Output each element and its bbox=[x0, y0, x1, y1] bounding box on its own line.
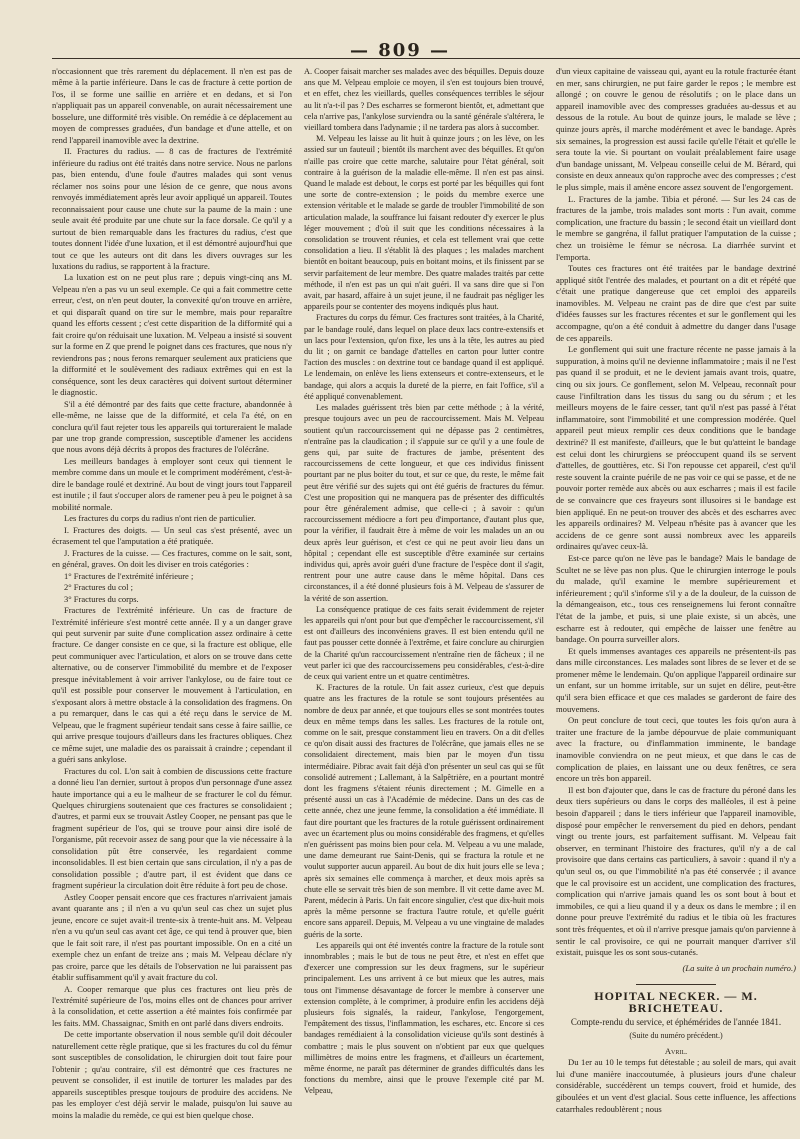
paragraph: Est-ce parce qu'on ne lève pas le bandage? Mais le bandage de Scultet ne se lève pas non plus. Que le chirurgien interroge le pouls du malade, qu'il examine le membre supérieurement et inférieurement ; qu'il s'informe s'il y a de la douleur, de la cuisson de la démangeaison, etc., tous ces renseignemens lui feront connaître l'état de la jambe, et puis, si une plaie existe, si un abcès, une escharre est à redouter, qui empêche de laisser une fenêtre au bandage. On pourra surveiller alors. bbox=[556, 552, 796, 645]
paragraph: Les malades guérissent très bien par cette méthode ; à la vérité, presque toujours avec un peu de raccourcissement. Mais M. Velpeau soutient qu'un raccourcissement qui ne dépasse pas 2 centimètres, n'entraîne pas la claudication ; il s'appuie sur ce qu'il y a une foule de gens qui, par suite de fractures de jambe, présentent des raccourcissemens de cette longueur, et que ces individus finissent pourtant par ne plus boiter du tout, et sur ce que, du reste, le même fait peut être vérifié sur des sujets qui ont été guéris de fractures du fémur. C'est une proposition qui ne manquera pas de présenter des difficultés pour être généralement admise, que celle-ci ; à savoir : qu'un raccourcissement médiocre a fort peu d'importance, d'autant plus que, pour la vérifier, il faudrait être à même de voir les malades un an ou deux après leur guérison, et c'est ce qui ne peut avoir lieu dans un hôpital ; cependant elle est susceptible d'être examinée sur certains individus qui, après avoir guéri d'une fracture de l'espèce dont il s'agit, rentrent pour une autre cause dans le même hôpital. Dans ces circonstances, il a été donné plusieurs fois à M. Velpeau de s'assurer de la vérité de son assertion. bbox=[304, 403, 544, 603]
column-3 bbox=[556, 66, 796, 1115]
paragraph: Du 1er au 10 le temps fut détestable ; au soleil de mars, qui avait lui d'une manière inaccoutumée, à plusieurs jours d'une chaleur considérable, succédèrent un temps couvert, froid et humide, des giboulées et un vent d'est glacial. Sous cette influence, les affections catarrhales redoublèrent ; nous bbox=[556, 1057, 796, 1114]
paragraph: Astley Cooper pensait encore que ces fractures n'arrivaient jamais avant quarante ans ; il n'en a vu qu'un seul cas chez un sujet plus jeune, encore ce sujet avait-il trente-six à trente-huit ans. M. Velpeau n'en a vu qu'un seul cas avant cet âge, ce qui tend à prouver que, bien que le fait soit rare, il n'est pas pourtant impossible. On en a cité un exemple chez un enfant de treize ans ; mais M. Velpeau déclare n'y pas croire, parce que les détails de l'observation ne lui paraissent pas établir suffisamment qu'il y avait fracture du col. bbox=[52, 891, 292, 983]
column-2 bbox=[304, 66, 544, 1097]
paragraph: Le gonflement qui suit une fracture récente ne passe jamais à la suppuration, à moins qu'il ne devienne inflammatoire ; mais il ne l'est pas quand il se produit, et ne le devient jamais avant trois, quatre, cinq ou six jours. Ce gonflement, selon M. Velpeau, reconnaît pour cause l'infiltration dans les tissus du sang ou du sérum ; et les meilleurs moyens de le faire cesser, tant qu'il n'est pas passé à l'état inflammatoire, sont l'immobilité et une compression modérée. Quel appareil peut mieux remplir ces deux conditions que le bandage dextriné? Il est manifeste, d'ailleurs, que le but qu'atteint le bandage est celui dont les chirurgiens se préoccupent quand ils se servent d'attelles, de gouttières, etc. Si l'on repousse cet appareil, c'est qu'il reste souvent la crainte puérile de ne pas voir ce qui se passe, et de ne pouvoir porter remède aux abcès ou aux escharres ; mais il est facile de se convaincre que ces frayeurs sont illusoires si le bandage est bien appliqué. En ne peut-on trouver des abcès et des escharres avec les appareils ordinaires? M. Velpeau n'hésite pas à avancer que les accidens de ce genre sont aussi nombreux avec les appareils ordinaires qu'avec ceux-là. bbox=[556, 344, 796, 552]
paragraph: La conséquence pratique de ces faits serait évidemment de rejeter les appareils qui n'ont pour but que d'empêcher le raccourcissement, s'il est ont d'ailleurs des inconvéniens graves. Il est bien entendu qu'il ne faut pas pousser cette donnée à l'extrême, et faire conclure au chirurgien de la Charité qu'un raccourcissement n'entraîne rien de fâcheux ; il ne veut parler ici que des raccourcissemens peu considérables, c'est-à-dire de ceux qui varient entre un et quatre centimètres. bbox=[304, 604, 544, 681]
paragraph: Et quels immenses avantages ces appareils ne présentent-ils pas dans mille circonstances. Les malades sont libres de se lever et de se promener même le lendemain. Qu'on applique l'appareil ordinaire sur un enfant, sur un homme irritable, sur un sujet en délire, peut-être qu'il sera bien efficace et que ces malades se garderont de faire des mouvemens. bbox=[556, 645, 796, 714]
header-rule bbox=[52, 58, 800, 59]
page-number: — 809 — bbox=[349, 40, 451, 61]
paragraph: S'il a été démontré par des faits que cette fracture, abandonnée à elle-même, ne laisse que de la difformité, et cela l'a été, on en conclura qu'il faut rejeter tous les appareils qui tortureraient le malade par une trop grande compression, susceptible d'amener les accidens que nous avons déjà décrits à propos des fractures de l'olécrâne. bbox=[52, 398, 292, 455]
hospital-author: — M. BRICHETEAU. bbox=[628, 989, 758, 1015]
column-1 bbox=[52, 66, 292, 1121]
paragraph: M. Velpeau les laisse au lit huit à quinze jours ; on les lève, on les assied sur un fauteuil ; bientôt ils marchent avec des béquilles. Et qu'on n'aille pas croire que cette marche, salutaire pour l'état général, soit contraire à la guérison de la maladie elle-même. Il n'en est pas ainsi. Quand le malade est debout, le corps est porté par les béquilles qui font une sorte de contre-extension ; le poids du membre exerce une extension véritable et le malade se garde de troubler l'immobilité de son articulation malade, la souffrance lui faisant redouter d'y exercer le plus léger mouvement ; d'où il suit que les conditions nécessaires à la consolidation se trouvent réunies, et cela est tellement vrai que cette consolidation a lieu. Il s'établit là des plaques ; les malades marchent bientôt en boitant beaucoup, puis en boitant moins, et ils finissent par se servir parfaitement de leur membre. Des quatre malades traités par cette méthode, il n'en est pas un qui n'ait guéri. Il va sans dire que si l'on avait, par hasard, affaire à un sujet jeune, il ne faudrait pas négliger les appareils pour se contenter des moyens indiqués plus haut. bbox=[304, 134, 544, 312]
paragraph: La luxation est on ne peut plus rare ; depuis vingt-cinq ans M. Velpeau n'en a pas vu un seul exemple. Ce qui a fait commettre cette erreur, c'est, on n'en peut douter, la convexité qu'on trouve en arrière, et qui disparaît quand on tire sur le membre, mais pour reparaître quand les efforts cessent ; c'est cette disparition de la difformité qui a fait croire qu'on réduisait une luxation. M. Velpeau a insisté si souvent sur la forme en Z que prend le poignet dans ces fractures, que nous n'y reviendrons pas ; nous ferons remarquer seulement aux praticiens que la difformité et le soulèvement des radiaux extrêmes qui en est la conséquence, sont les deux caractères qui doivent surtout déterminer le diagnostic. bbox=[52, 272, 292, 398]
suite-note: (Suite du numéro précédent.) bbox=[629, 1031, 723, 1041]
continued-note: (La suite à un prochain numéro.) bbox=[682, 962, 796, 973]
paragraph: 1° Fractures de l'extrémité inférieure ; bbox=[64, 570, 194, 581]
paragraph: 3° Fractures du corps. bbox=[64, 593, 139, 604]
paragraph: Les appareils qui ont été inventés contre la fracture de la rotule sont innombrables ; mais le but de tous ne peut être, et n'est en effet que d'exercer une compression sur les deux fragmens, sur le supérieur principalement. Les uns arrivent à ce but mieux que les autres, mais tous ont l'immense désavantage de forcer le membre à conserver une extension complète, à le comprimer, à produire enfin les accidens déjà plusieurs fois signalés, la raideur, l'ankylose, l'engorgement, l'empâtement des tissus, l'inflammation, les eschares, etc. Encore si ces bandages remédiaient à la consolidation vicieuse qu'ils sont destinés à combattre ; mais le plus souvent on n'obtient par eux que quelques millimètres de moins entre les fragmens, et d'ailleurs un écartement, même énorme, ne paraît pas déterminer de grandes difficultés dans les fonctions du membre, ainsi que le prouve l'exemple cité par M. Velpeau, bbox=[304, 940, 544, 1096]
paragraph: d'un vieux capitaine de vaisseau qui, ayant eu la rotule fracturée étant en mer, sans chirurgien, ne put faire garder le repos ; le membre est allongé ; on couvre le genou de résolutifs ; on le place dans un appareil inamovible avec des compresses graduées au-dessus et au dessous de la rotule. Au bout de quinze jours, le malade se lève ; quinze jours après, il marche modérément et avec le bandage. Après six semaines, la progression est aussi facile qu'elle l'était et qu'elle le sera toute la vie. Si pourtant on voulait préalablement faire usage d'un bandage unissant, M. Velpeau conseille celui de M. Bérard, qui consiste en deux anneaux qu'on rapproche avec des compresses ; c'est le plus simple, mais il amène encore assez souvent de l'engorgement. bbox=[556, 66, 796, 192]
paragraph: Fractures du corps du fémur. Ces fractures sont traitées, à la Charité, par le bandage roulé, dans lequel on place deux lacs contre-extensifs et un lacs pour l'extension, qu'on fixe, les uns à la tête, les autres au pied du lit ; on garnit ce bandage d'attelles en carton pour lutter contre l'action des muscles : on dextrine tout ce bandage quand il est appliqué. Le lendemain, on enlève les liens extenseurs et contre-extenseurs, et le bandage, qui alors a acquis la dureté de la pierre, en fait l'office, s'il a été appliqué convenablement. bbox=[304, 313, 544, 401]
paragraph: Fractures du col. L'on sait à combien de discussions cette fracture a donné lieu l'an dernier, surtout à propos d'un personnage d'une assez haute importance qui a eu le malheur de se fracturer le col du fémur. Quelques chirurgiens soutenaient que ces fractures se consolidaient ; d'autres, et parmi eux se trouvait Astley Cooper, ne pensant pas que le fragment supérieur de l'os, qui se trouve pour ainsi dire isolé de l'organisme, pût recevoir assez de sang pour que la vie nécessaire à la consolidation pût être conservée, les regardaient comme inconsolidables. Il est bien certain que sans circulation, il n'y a pas de consolidation possible ; d'autre part, il est évident que dans ce fragment supérieur la circulation doit être réduite à fort peu de chose. bbox=[52, 765, 292, 891]
paragraph: Les fractures du corps du radius n'ont rien de particulier. bbox=[64, 513, 256, 524]
paragraph: L. Fractures de la jambe. Tibia et péroné. — Sur les 24 cas de fractures de la jambe, trois malades sont morts : l'un avait, comme complication, une fracture du bassin ; le second était un vieillard dont le membre se gangréna, il fallut pratiquer l'amputation de la cuisse ; chez un troisième le fémur se nécrosa. La diarrhée survint et l'emporta. bbox=[556, 193, 796, 262]
paragraph: Fractures de l'extrémité inférieure. Un cas de fracture de l'extrémité inférieure s'est montré cette année. Il y a un danger grave qui peut survenir par suite d'une complication assez ordinaire à cette fracture. Ce danger consiste en ce que, si la fracture est oblique, elle peut communiquer avec l'articulation, et alors on se trouve dans cette alternative, ou de conserver l'immobilité du membre et de l'exposer presque inévitablement à voir arriver l'ankylose, ou de faire tout ce qu'il est possible pour conserver le mouvement à l'articulation, en s'exposant alors à mettre obstacle à la consolidation des fragmens. On a pu remarquer, dans le cas qui a été reçu dans le service de M. Velpeau, que le fragment supérieur tendait sans cesse à faire saillie, ce qui arrive presque toujours d'ailleurs dans les fractures obliques. Chez ce même sujet, une maladie des os paraissait à craindre ; cependant il a guéri sans ankylose. bbox=[52, 605, 292, 765]
paragraph: Il est bon d'ajouter que, dans le cas de fracture du péroné dans les deux tiers supérieurs ou dans le corps des malléoles, il est à peine besoin d'appareil ; dans le tiers inférieur que l'appareil inamovible, disposé pour empêcher le renversement du pied en dehors, pendant vingt ou trente jours, est parfaitement suffisant. M. Velpeau fait observer, en terminant l'histoire des fractures, qu'il n'y a de cal provisoire que dans certains cas particuliers, à savoir : quand il n'y a qu'un seul os, ou que l'immobilité n'a pas été conservée ; il avance que le cal provisoire est un accident, une complication des fractures, complication qui n'arrive jamais quand les os sont bout à bout et immobiles, ce qui a lieu quand il y a deux os dans le membre ; il en donne pour preuve l'extrémité du radius et le tibia où les fractures sont très fréquentes, et où il n'arrive presque jamais qu'on parvienne à sentir le cal provisoire, ce qui ne pourrait manquer d'arriver s'il existait, puisque les os sont sous-cutanés. bbox=[556, 784, 796, 958]
paragraph: n'occasionnent que très rarement du déplacement. Il n'en est pas de même à la partie inférieure. Dans le cas de fracture à cette portion de l'os, il se forme une saillie en arrière et en dedans, et si l'on n'appliquait pas un appareil convenable, on aurait nécessairement une bosselure, une difformité très visible. On remédie à ce déplacement au moyen de compresses graduées, d'un bandage et d'une attelle, et on rend l'appareil inamovible avec la dextrine. bbox=[52, 66, 292, 145]
paragraph: A. Cooper faisait marcher ses malades avec des béquilles. Depuis douze ans que M. Velpeau emploie ce moyen, il s'en est toujours bien trouvé, et en effet, chez les vieillards, quelles conséquences terribles le séjour au lit n'a-t-il pas ? Des escharres se formeront bientôt, et, admettant que cela n'arrive pas, l'ankylose surviendra ou la santé générale s'altérera, le vieillard tombera dans l'adynamie ; il ne tardera pas alors à succomber. bbox=[304, 67, 544, 133]
paragraph: 2° Fractures du col ; bbox=[64, 582, 134, 593]
paragraph: A. Cooper remarque que plus ces fractures ont lieu près de l'extrémité supérieure de l'os, moins elles ont de chances pour arriver à la consolidation, et cette assertion a été maintes fois confirmée par les faits. MM. Chassaignac, Smith en ont parlé dans divers endroits. bbox=[52, 983, 292, 1028]
hospital-heading bbox=[556, 991, 796, 1014]
month-heading: Avril. bbox=[664, 1045, 688, 1056]
paragraph: De cette importante observation il nous semble qu'il doit découler naturellement cette règle pratique, que si les fractures du col du fémur sont susceptibles de consolidation, le chirurgien doit tout faire pour l'obtenir ; qu'au contraire, s'il est démontré que ces fractures ne peuvent se consolider, il est inutile de torturer les malades par des appareils susceptibles presque toujours de produire des accidens. Ne pas les employer c'est déjà servir le malade, puisqu'on lui sauve au moins la maladie du remède, ce qui est bien quelque chose. bbox=[52, 1029, 292, 1120]
paragraph: II. Fractures du radius. — 8 cas de fractures de l'extrémité inférieure du radius ont été traités dans notre service. Nous ne parlons pas, bien entendu, d'une foule d'autres malades qui sont venus réclamer nos soins pour une lésion de ce genre, que nous avons renvoyés immédiatement après leur avoir appliqué un appareil. Toutes reconnaissaient pour cause une chute sur la paume de la main : une seule avait été produite par une chute sur la face dorsale. Ce qu'il y a surtout de bien remarquable dans les fractures du radius, c'est que toutes donnent l'idée d'une luxation, et il est démontré aujourd'hui que tout ce que les auteurs ont dit dans les divers ouvrages sur les luxations du radius, se rapportent à la fracture. bbox=[52, 146, 292, 271]
hospital-subtitle: Compte-rendu du service, et éphémérides de l'année 1841. bbox=[570, 1016, 782, 1027]
paragraph: I. Fractures des doigts. — Un seul cas s'est présenté, avec un écrasement tel que l'amputation a été pratiquée. bbox=[52, 524, 292, 547]
section-divider bbox=[636, 984, 716, 985]
hospital-title: HOPITAL NECKER. bbox=[594, 989, 721, 1004]
paragraph: On peut conclure de tout ceci, que toutes les fois qu'on aura à traiter une fracture de la jambe dépourvue de plaie communiquant avec la fracture, ou d'inflammation imminente, le bandage inamovible conviendra on ne peut mieux, et que dans le cas de complication de plaies, en laissant une ou deux fenêtres, ce sera encore un très bon appareil. bbox=[556, 715, 796, 784]
paragraph: Les meilleurs bandages à employer sont ceux qui tiennent le membre comme dans un moule et le compriment modérément, c'est-à-dire le bandage roulé et dextriné. Au bout de vingt jours tout l'appareil est inutile ; il faut s'occuper alors de ramener peu à peu le poignet à sa mobilité normale. bbox=[52, 455, 292, 512]
paragraph: J. Fractures de la cuisse. — Ces fractures, comme on le sait, sont, en général, graves. On doit les diviser en trois catégories : bbox=[52, 547, 292, 570]
paragraph: K. Fractures de la rotule. Un fait assez curieux, c'est que depuis quatre ans les fractures de la rotule se sont toujours présentées au nombre de deux par année, et que toujours elles se sont montrées toutes deux en même temps dans les salles. Les fractures de la rotule ont, comme on le sait, presque constamment lieu en travers. On a dit d'elles ce qu'on disait aussi des fractures de l'olécrâne, que jamais elles ne se consolidaient directement, mais bien par le moyen d'un tissu intermédiaire. Pibrac avait fait déjà d'on présenter un seul cas qui se fût consolidé autrement ; Lallemant, à la Salpêtrière, en a pourtant montré dont les fragmens s'étaient réunis directement ; M. Gimelle en a présenté aussi un cas à l'Académie de médecine. Dans un des cas de cette année, chez une jeune femme, la consolidation a été immédiate. Il faut dire pourtant que les fractures de la rotule guérissent ordinairement avec un écartement plus ou moins considérable des fragmens, et qu'elles n'en guérissent pas moins bien pour cela. M. Velpeau a vu une malade, une dame demeurant rue Saint-Denis, qui se fractura la rotule et ne voulut supporter aucun appareil. Au bout de dix huit jours elle se leva ; après six semaines elle commença à marcher, et deux mois après sa chute elle se servait très bien de son membre. Il vit cette dame avec M. Parent, médecin à Paris. Un fait encore singulier, c'est que dix-huit mois après la même personne se fractura l'autre rotule, et qu'elle guérit encore sans appareil. Depuis, M. Velpeau a vu une vingtaine de malades guéris de la sorte. bbox=[304, 683, 544, 939]
paragraph: Toutes ces fractures ont été traitées par le bandage dextriné appliqué sitôt l'entrée des malades, et pourtant on a dit et répété que c'était une pratique dangereuse que cet emploi des appareils inamovibles. M. Velpeau ne craint pas de dire que c'est par suite d'idées fausses sur les fractures récentes et sur le gonflement qui les accompagne, qu'on a été conduit à admettre du danger dans l'usage de ces appareils. bbox=[556, 263, 796, 343]
